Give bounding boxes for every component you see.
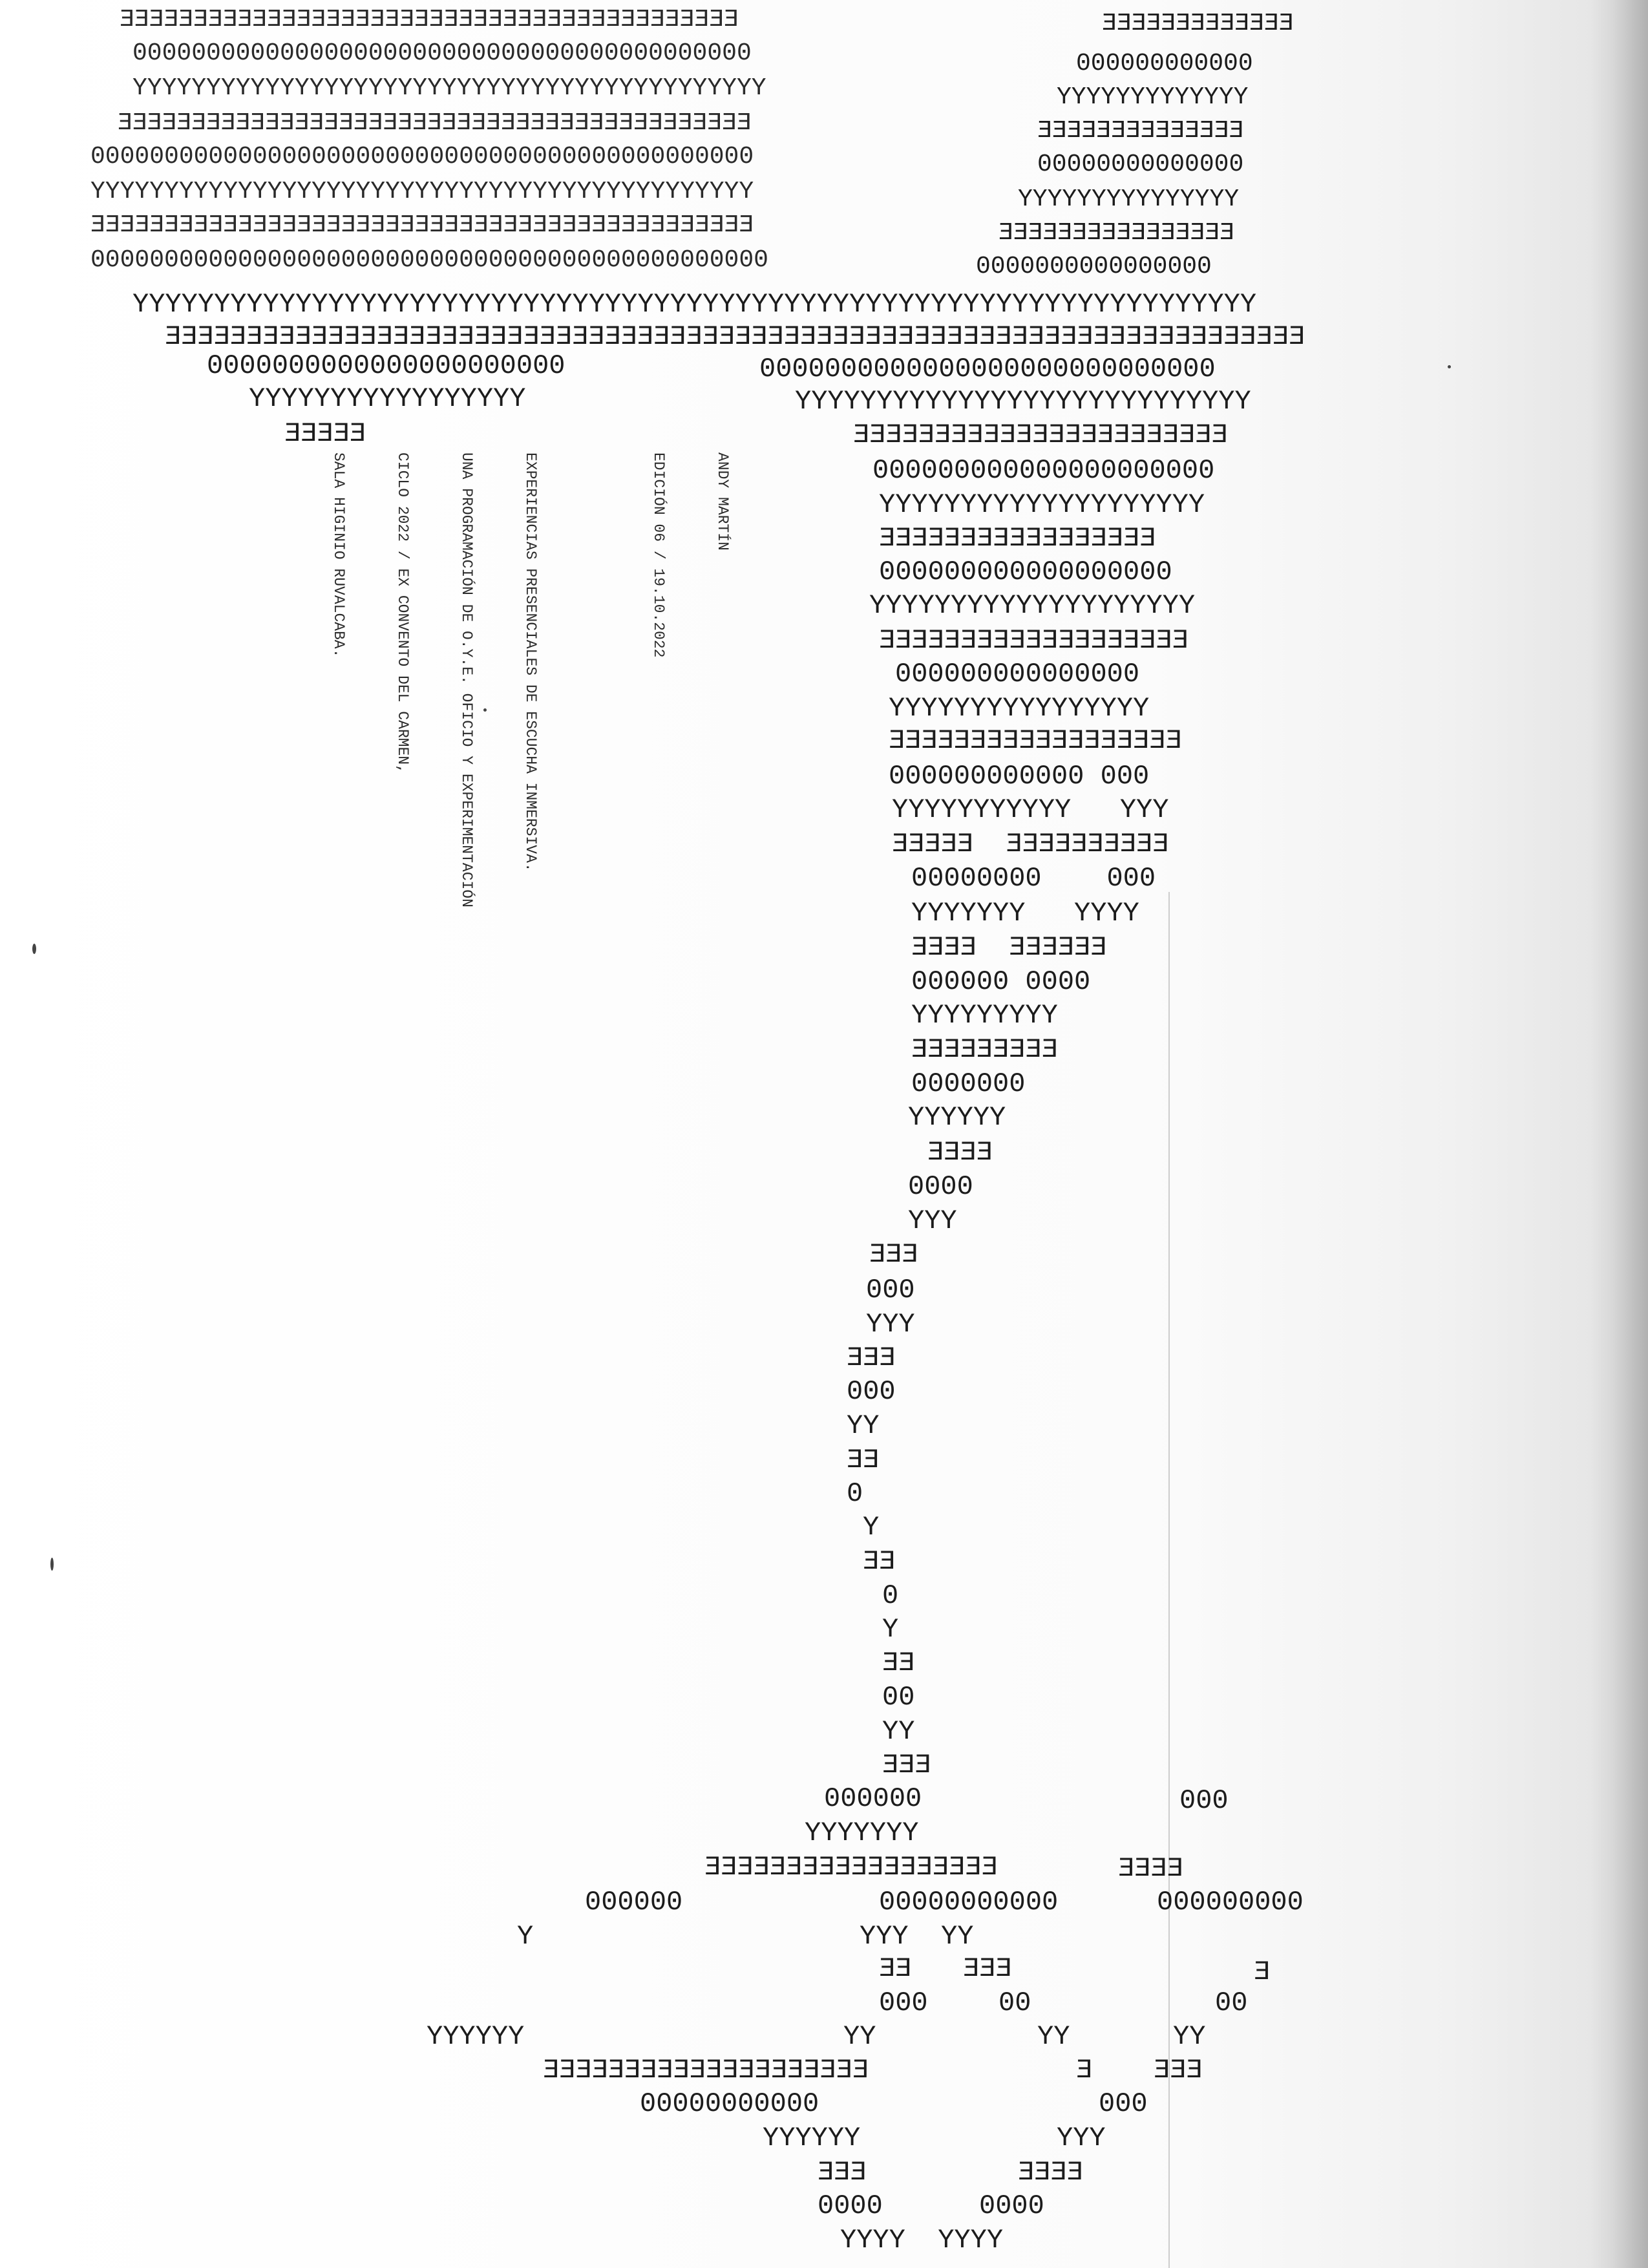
colophon-program-line: SALA HIGINIO RUVALCABA. [330,452,347,658]
ascii-art-line: E [1076,2055,1093,2086]
ascii-art-line: 000000000000000000 [879,556,1172,588]
ascii-art-line: EEEEEEEEEEEEEE [1037,117,1244,145]
ascii-art-line: 0000000000000000000000000000 [759,354,1216,385]
ascii-art-line: EEEEEEEEE [911,1034,1058,1065]
ascii-art-line: YY [847,1410,880,1441]
ascii-art-line: 000 [879,1987,928,2019]
ascii-art-line: 00000000 000 [911,863,1156,894]
ascii-art-line: YYYYYYYYYYYYYYY [1018,185,1240,213]
scan-speck [1448,365,1451,368]
ascii-art-line: EE [882,1648,915,1679]
ascii-art-line: YY [1037,2021,1070,2052]
ascii-art-line: YYYYYY [908,1102,1006,1133]
ascii-art-line: 0000 [979,2190,1044,2221]
ascii-art-line: 000000000000000 [895,659,1140,690]
ascii-art-line: YYYYYYYYYYYYYYYYYYYY [869,590,1196,621]
ascii-art-line: EEEEEE EEEE [911,932,1107,963]
ascii-art-line: YYYYYYYYYYYYYYYYYYYYYYYYYYYY [795,386,1251,417]
ascii-art-line: YYYYYYYYYYYYY [1057,83,1249,111]
colophon-rotated-text [285,452,776,1267]
ascii-art-line: EEEEEEEEEEEEEEEEE [879,523,1156,554]
ascii-art-line: YYY [1057,2123,1106,2154]
ascii-art-line: YYYYYYY YYYY [911,898,1139,929]
ascii-art-line: Y [863,1512,880,1543]
ascii-art-line: 000 [866,1275,915,1306]
ascii-art-line: EE [847,1445,880,1476]
colophon-gap [584,452,605,1267]
colophon-program-line: UNA PROGRAMACIÓN DE O.Y.E. OFICIO Y EXPERIMENTACIÓN [458,452,475,907]
ascii-art-line: EE [879,1953,912,1984]
ascii-art-line: EEEE [927,1137,993,1168]
ascii-art-line: EEEEEEEEEE EEEEE [892,829,1169,860]
ascii-art-line: EEEEEEEEEEEEEEEEEE [704,1852,998,1883]
ascii-art-line: EEEEEEEEEEEEEEEE [998,219,1234,247]
ascii-art-line: EEE [869,1239,918,1270]
scan-speck [483,708,487,712]
ascii-art-line: 00 [1215,1987,1248,2019]
ascii-art-line: YYYYYY [427,2021,525,2052]
ascii-art-line: YYYYYYY [805,1818,919,1849]
ascii-art-line: EEE [882,1750,931,1781]
ascii-art-line: E [1254,1956,1271,1987]
ascii-art-line: EEEE [1118,1853,1183,1884]
ascii-art-line: YYYYYYYYYYYYYYYYYYYYYYYYYYYYYYYYYYYYYYYYYYY [132,74,766,102]
ascii-art-line: 0000 [818,2190,883,2221]
ascii-art-line: EEE [818,2157,867,2188]
ascii-art-line: YYY [908,1205,957,1236]
ascii-art-line: 000000000000000000000000000000000000000000000 [90,143,754,171]
ascii-art-line: 00000000000000 [1037,151,1244,178]
ascii-art-line: EEEEEEEEEEEEEEEEEEE [879,625,1188,656]
ascii-art-line: EEEEEEEEEEEEEEEEEE [889,725,1182,756]
ascii-art-line: YY [843,2021,876,2052]
colophon-author: ANDY MARTÍN [714,452,731,551]
colophon-edition: EDICIÓN 06 / 19.10.2022 [650,452,667,658]
ascii-art-line: 00000000000 [640,2088,819,2119]
ascii-art-line: YYY YY [860,1921,974,1952]
ascii-art-line: 00 [882,1682,915,1713]
ascii-art-line: 000000 0000 [911,966,1091,997]
ascii-art-line: YYYYYYYYYYYYYYYY [889,693,1150,724]
ascii-art-line: EEEEEEEEEEEEEEEEEEEEEEEEEEEEEEEEEEEEEEEEEE [120,6,739,34]
ascii-art-line: EEEEEEEEEEEEEEEEEEEEEEEEEEEEEEEEEEEEEEEEEEE [118,109,752,137]
ascii-art-line: 000 [1099,2088,1148,2119]
ascii-art-line: 000 [847,1376,896,1407]
colophon [330,452,788,1267]
ascii-art-line: EEEEEEEEEEEEEEEEEEEEEEEEEEEEEEEEEEEEEEEEEEEEEEEEEEEEEEEEEEEEEEEEEEEEEE [165,321,1305,352]
ascii-art-line: 000000 [824,1783,922,1814]
ascii-art-line: EEE [847,1342,896,1373]
ascii-art-line: 0 [882,1580,899,1611]
ascii-art-line: YYYYYYYYYYYYYYYYYYYY [879,489,1205,520]
ascii-art-line: EEE [963,1953,1012,1984]
ascii-art-line: EE [863,1546,896,1577]
ascii-art-line: 0000000000000000 [976,253,1212,281]
colophon-program-line: CICLO 2022 / EX CONVENTO DEL CARMEN, [394,452,411,774]
ascii-art-line: Y [882,1614,899,1645]
ascii-art-line: EEEE [1018,2157,1083,2188]
ascii-art-line: YYYYYY [763,2123,861,2154]
scan-speck [50,1558,54,1571]
ascii-art-line: YY [882,1716,915,1747]
ascii-art-line: 00000000000 [879,1887,1059,1918]
ascii-art-line: 000000000000 000 [889,761,1150,792]
ascii-art-line: YYYYYYYYYYYYYYYYYYYYYYYYYYYYYYYYYYYYYYYYYYYYY [90,178,754,206]
ascii-art-line: EEEEEEEEEEEEEEEEEEEEEEE [853,419,1228,450]
ascii-art-line: YYYYYYYYYYYYYYYYYYYYYYYYYYYYYYYYYYYYYYYYYYYYYYYYYYYYYYYYYYYYYYYYYYYYY [132,289,1257,320]
ascii-art-line: EEE [1154,2055,1203,2086]
ascii-art-line: EEEEEEEEEEEEEEEEEEEE [543,2055,869,2086]
ascii-art-line: YYYY YYYY [840,2225,1004,2256]
ascii-art-line: EEEEE [284,418,366,449]
ascii-art-line: YY [1173,2021,1206,2052]
ascii-art-line: 000000000000000000000 [872,455,1215,486]
ascii-art-line: 000000000000000000000000000000000000000000 [132,39,752,67]
ascii-art-line: 000000000 [1157,1887,1304,1918]
colophon-program-line: EXPERIENCIAS PRESENCIALES DE ESCUCHA INMERSIVA. [522,452,539,872]
ascii-art-line: YYYYYYYYYYY YYY [892,794,1169,825]
scan-speck [32,944,36,954]
ascii-art-line: 000000 [585,1887,683,1918]
ascii-art-line: 0000 [908,1171,973,1202]
ascii-art-line: EEEEEEEEEEEEE [1102,10,1294,37]
ascii-art-line: YYYYYYYYYYYYYYYYY [249,383,526,414]
ascii-art-line: 0000000 [911,1068,1026,1099]
ascii-art-line: 00 [998,1987,1031,2019]
ascii-art-line: 0000000000000000000000 [207,350,565,381]
ascii-art-line: YYYYYYYYY [911,1000,1058,1031]
ascii-art-line: Y [517,1921,534,1952]
ascii-art-line: 000 [1179,1785,1229,1816]
scan-shadow-edge [1590,0,1648,2268]
ascii-art-line: 0 [847,1478,863,1509]
ascii-art-line: 0000000000000000000000000000000000000000000000 [90,246,768,274]
ascii-art-line: YYY [866,1309,915,1340]
ascii-art-line: 000000000000 [1076,50,1253,78]
ascii-art-line: EEEEEEEEEEEEEEEEEEEEEEEEEEEEEEEEEEEEEEEEEEEEE [90,211,754,239]
